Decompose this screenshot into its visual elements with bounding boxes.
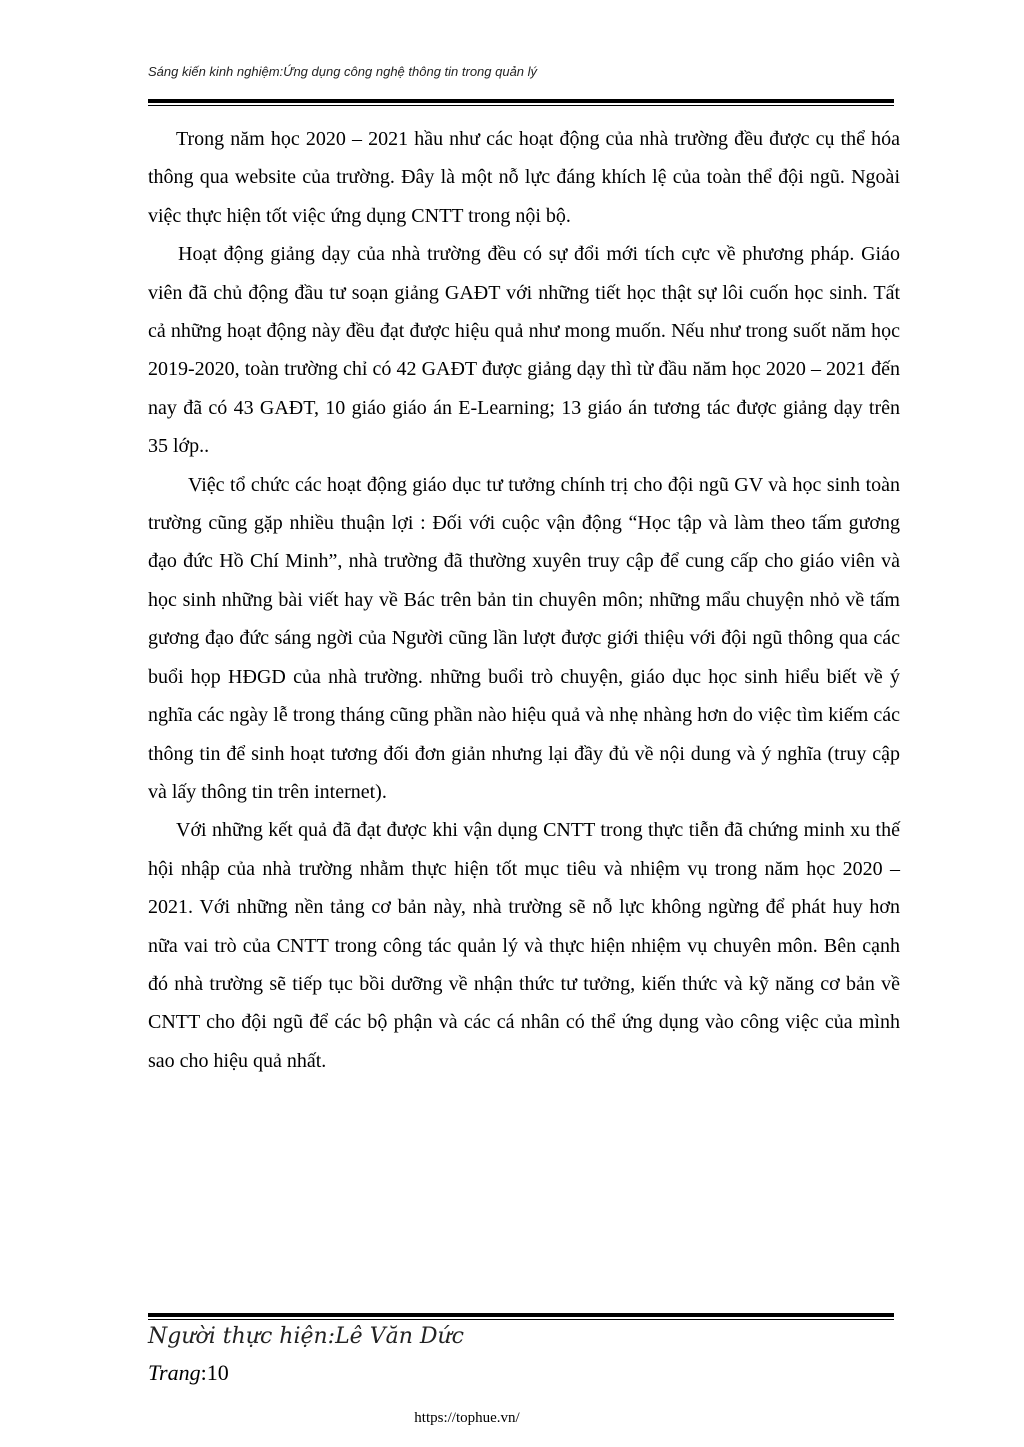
footer-author: Người thực hiện:Lê Văn Dức xyxy=(148,1324,464,1349)
page-label: Trang xyxy=(148,1360,201,1385)
source-url-link[interactable]: https://tophue.vn/ xyxy=(414,1410,520,1426)
body-paragraph: Trong năm học 2020 – 2021 hầu như các hoạt động của nhà trường đều được cụ thể hóa thông qua website của trường. Đây là một nỗ lực đáng khích lệ của toàn thể đội ngũ. Ngoài việc thực hiện tốt việc ứng dụng CNTT trong nội bộ. xyxy=(148,128,900,227)
body-paragraph: Với những kết quả đã đạt được khi vận dụng CNTT trong thực tiễn đã chứng minh xu thế hội nhập của nhà trường nhằm thực hiện tốt mục tiêu và nhiệm vụ trong năm học 2020 – 2021. Với những nền tảng cơ bản này, nhà trường sẽ nỗ lực không ngừng để phát huy hơn nữa vai trò của CNTT trong công tác quản lý và thực hiện nhiệm vụ chuyên môn. Bên cạnh đó nhà trường sẽ tiếp tục bồi dưỡng về nhận thức tư tưởng, kiến thức và kỹ năng cơ bản về CNTT cho đội ngũ để các bộ phận và các cá nhân có thể ứng dụng vào công việc của mình sao cho hiệu quả nhất. xyxy=(148,819,900,1072)
page-number-value: 10 xyxy=(206,1360,229,1385)
body-paragraph: Việc tổ chức các hoạt động giáo dục tư tưởng chính trị cho đội ngũ GV và học sinh toàn trường cũng gặp nhiều thuận lợi : Đối với cuộc vận động “Học tập và làm theo tấm gương đạo đức Hồ Chí Minh”, nhà trường đã thường xuyên truy cập để cung cấp cho giáo viên và học sinh những bài viết hay về Bác trên bản tin chuyên môn; những mẩu chuyện nhỏ về tấm gương đạo đức sáng ngời của Người cũng lần lượt được giới thiệu với đội ngũ thông qua các buổi họp HĐGD của nhà trường. những buổi trò chuyện, giáo dục học sinh hiểu biết về ý nghĩa các ngày lễ trong tháng cũng phần nào hiệu quả và nhẹ nhàng hơn do việc tìm kiếm các thông tin để sinh hoạt tương đối đơn giản nhưng lại đầy đủ về nội dung và ý nghĩa (truy cập và lấy thông tin trên internet). xyxy=(148,473,900,803)
page-separator: : xyxy=(200,1360,207,1385)
document-header-title: Sáng kiến kinh nghiệm:Ứng dụng công nghệ thông tin trong quản lý xyxy=(148,64,538,79)
document-body xyxy=(148,120,900,1080)
body-paragraph: Hoạt động giảng dạy của nhà trường đều có sự đổi mới tích cực về phương pháp. Giáo viên đã chủ động đầu tư soạn giảng GAĐT với những tiết học thật sự lôi cuốn học sinh. Tất cả những hoạt động này đều đạt được hiệu quả như mong muốn. Nếu như trong suốt năm học 2019-2020, toàn trường chỉ có 42 GAĐT được giảng dạy thì từ đầu năm học 2020 – 2021 đến nay đã có 43 GAĐT, 10 giáo giáo án E-Learning; 13 giáo án tương tác được giảng dạy trên 35 lớp.. xyxy=(148,243,900,458)
page-number xyxy=(148,1360,229,1386)
footer-divider xyxy=(148,1313,894,1320)
header-divider xyxy=(148,99,894,106)
